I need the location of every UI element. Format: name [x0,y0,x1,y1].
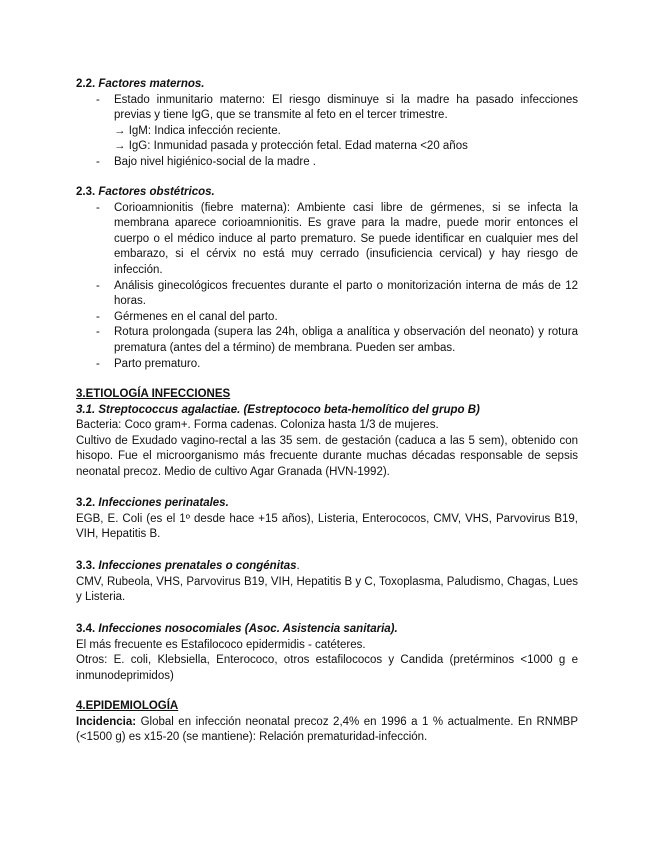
obstetric-factors-list [76,201,578,373]
section-number: 3.1. [76,403,96,416]
sub-item-igg [76,139,578,155]
section-3-4-heading [76,622,578,638]
section-title: Streptococcus agalactiae. (Estreptococo beta-hemolítico del grupo B) [98,403,480,416]
incidence-paragraph [76,715,578,746]
paragraph: Bacteria: Coco gram+. Forma cadenas. Coloniza hasta 1/3 de mujeres. [76,419,439,432]
section-3-2-heading [76,496,578,512]
list-item: - Corioamnionitis (fiebre materna): Ambiente casi libre de gérmenes, si se infecta la membrana aparece corioamnionitis. Es grave para la madre, puede morir entonces el cuerpo o el médico induce al parto prematuro. Se puede identificar en cualquier mes del embarazo, si el cérvix no está muy cerrado (insuficiencia cervical) y hay riesgo de infección. [96,201,578,276]
section-3-4 [76,622,578,684]
section-title: Infecciones prenatales o congénitas [98,560,297,572]
paragraph: Cultivo de Exudado vagino-rectal a las 35 sem. de gestación (caduca a las 5 sem), obtenido con hisopo. Fue el microorganismo más frecuente durante muchas décadas responsable de sepsis neonatal precoz. Medio de cultivo Agar Granada (HVN-1992). [76,434,578,478]
list-item-text: Estado inmunitario materno: El riesgo disminuye si la madre ha pasado infecciones previas y tiene IgG, que se transmite al feto en el tercer trimestre. [114,93,578,122]
list-item-text: Parto prematuro. [114,357,201,370]
list-item-text: Corioamnionitis (fiebre materna): Ambiente casi libre de gérmenes, si se infecta la membrana aparece corioamnionitis. Es grave para la madre, puede morir entonces el cuerpo o el médico induce al parto prematuro. Se puede identificar en cualquier mes del embarazo, si el cérvix no está muy cerrado (insuficiencia cervical) y hay riesgo de infección. [114,201,578,276]
section-4 [76,699,578,746]
section-number: 3.3. [76,560,96,572]
list-item: - Estado inmunitario materno: El riesgo disminuye si la madre ha pasado infecciones previas y tiene IgG, que se transmite al feto en el tercer trimestre. [96,93,578,122]
section-3-2 [76,496,578,543]
maternal-factors-list [76,93,578,171]
section-2-3 [76,185,578,372]
sub-item-igm [76,124,578,140]
list-item: - Rotura prolongada (supera las 24h, obliga a analítica y observación del neonato) y rotura prematura (antes del a término) de membrana. Pueden ser ambas. [96,326,578,354]
section-number: 3.2. [76,497,96,509]
sub-item-text: → IgM: Indica infección reciente. [114,124,281,137]
incidence-text: Global en infección neonatal precoz 2,4% en 1996 a 1 % actualmente. En RNMBP (<1500 g) es x15-20 (se mantiene): Relación prematuridad-infección. [76,715,578,744]
section-3-1-heading [76,403,578,419]
section-number: 2.2. [76,78,96,90]
section-number: 2.3. [76,186,96,198]
section-4-heading: 4.EPIDEMIOLOGÍA [76,700,179,712]
list-item-text: Rotura prolongada (supera las 24h, obliga a analítica y observación del neonato) y rotura prematura (antes del a término) de membrana. Pueden ser ambas. [114,326,578,354]
section-title: Factores obstétricos. [98,186,215,198]
section-3-3 [76,559,578,606]
list-item: - Parto prematuro. [96,357,201,370]
section-3-3-heading [76,559,578,575]
section-title: Infecciones nosocomiales (Asoc. Asistencia sanitaria). [98,623,398,635]
list-item-text: Bajo nivel higiénico-social de la madre . [114,155,316,168]
list-item-text: Gérmenes en el canal del parto. [114,310,278,323]
list-item: - Bajo nivel higiénico-social de la madre . [96,155,316,168]
section-3 [76,387,578,481]
paragraph: Otros: E. coli, Klebsiella, Enterococo, otros estafilococos y Candida (pretérminos <1000 g e inmunodeprimidos) [76,654,578,682]
incidence-label: Incidencia: [76,715,137,728]
paragraph: CMV, Rubeola, VHS, Parvovirus B19, VIH, Hepatitis B y C, Toxoplasma, Paludismo, Chagas, Lues y Listeria. [76,575,578,604]
section-number: 3.4. [76,623,96,635]
section-2-2 [76,77,578,171]
title-suffix: . [296,560,300,572]
section-3-heading: 3.ETIOLOGÍA INFECCIONES [76,388,231,400]
list-item: - Gérmenes en el canal del parto. [96,310,278,323]
section-title: Infecciones perinatales. [98,497,229,509]
section-2-2-heading [76,77,578,93]
paragraph: EGB, E. Coli (es el 1º desde hace +15 años), Listeria, Enterococos, CMV, VHS, Parvovirus B19, VIH, Hepatitis B. [76,512,578,541]
list-item: - Análisis ginecológicos frecuentes durante el parto o monitorización interna de más de 12 horas. [96,279,578,308]
list-item-text: Análisis ginecológicos frecuentes durante el parto o monitorización interna de más de 12 horas. [114,279,578,308]
sub-item-text: → IgG: Inmunidad pasada y protección fetal. Edad materna <20 años [114,140,468,153]
section-title: Factores maternos. [98,78,205,90]
section-2-3-heading [76,185,578,201]
paragraph: El más frecuente es Estafilococo epidermidis - catéteres. [76,638,366,651]
